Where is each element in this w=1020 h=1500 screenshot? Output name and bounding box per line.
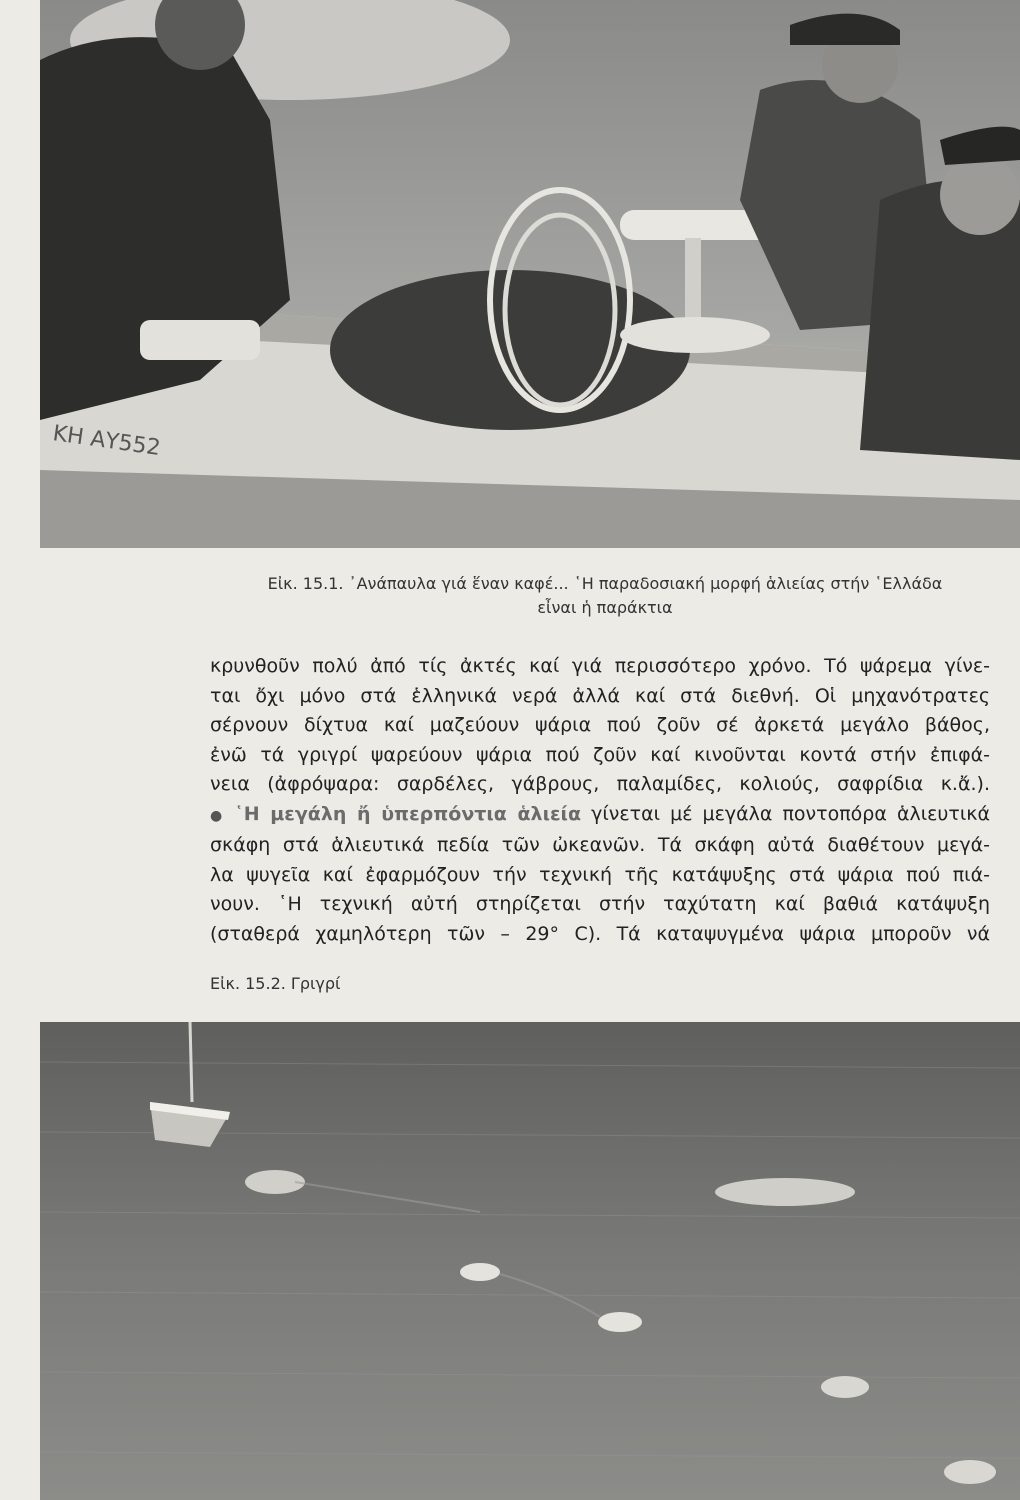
bullet-icon: ● (210, 807, 227, 824)
text-line: (σταθερά χαμηλότερη τῶν – 29° C). Τά καταψυγμένα ψάρια μποροῦν νά (210, 922, 990, 945)
bullet-line (210, 800, 990, 832)
caption-line: Εἰκ. 15.1. ᾽Ανάπαυλα γιά ἕναν καφέ... ῾Η παραδοσιακή μορφή ἁλιείας στήν ῾Ελλάδα (267, 574, 943, 593)
figure-15-2-caption: Εἰκ. 15.2. Γριγρί (210, 974, 341, 993)
bullet-line-text: γίνεται μέ μεγάλα ποντοπόρα ἁλιευτικά (581, 802, 990, 825)
text-line: νεια (ἀφρόψαρα: σαρδέλες, γάβρους, παλαμίδες, κολιούς, σαφρίδια κ.ἄ.). (210, 773, 990, 795)
figure-15-1-caption (210, 572, 1000, 620)
text-line: ται ὄχι μόνο στά ἑλληνικά νερά ἀλλά καί στά διεθνή. Οἱ μηχανότρατες (210, 684, 990, 707)
text-line: ἐνῶ τά γριγρί ψαρεύουν ψάρια πού ζοῦν καί κινοῦνται κοντά στήν ἐπιφά- (210, 743, 990, 766)
boat-registration-text: ΚΗ ΑΥ552 (51, 421, 163, 462)
text-line: σέρνουν δίχτυα καί μαζεύουν ψάρια πού ζοῦν σέ ἀρκετά μεγάλο βάθος, (210, 714, 990, 736)
body-paragraph (210, 652, 990, 949)
text-line: λα ψυγεῖα καί ἐφαρμόζουν τήν τεχνική τῆς κατάψυξης στά ψάρια πού πιά- (210, 863, 990, 886)
text-line: κρυνθοῦν πολύ ἀπό τίς ἀκτές καί γιά περισσότερο χρόνο. Τό ψάρεμα γίνε- (210, 655, 990, 677)
caption-line: εἶναι ἡ παράκτια (537, 598, 673, 617)
text-line: νουν. ῾Η τεχνική αὐτή στηρίζεται στήν ταχύτατη καί βαθιά κατάψυξη (210, 893, 990, 915)
grigri-boats-photo (40, 1022, 1020, 1500)
fishermen-boat-photo (40, 0, 1020, 548)
bold-term: ῾Η μεγάλη ἤ ὑπερπόντια ἁλιεία (234, 802, 582, 825)
text-line: σκάφη στά ἁλιευτικά πεδία τῶν ὠκεανῶν. Τά σκάφη αὐτά διαθέτουν μεγά- (210, 834, 990, 856)
